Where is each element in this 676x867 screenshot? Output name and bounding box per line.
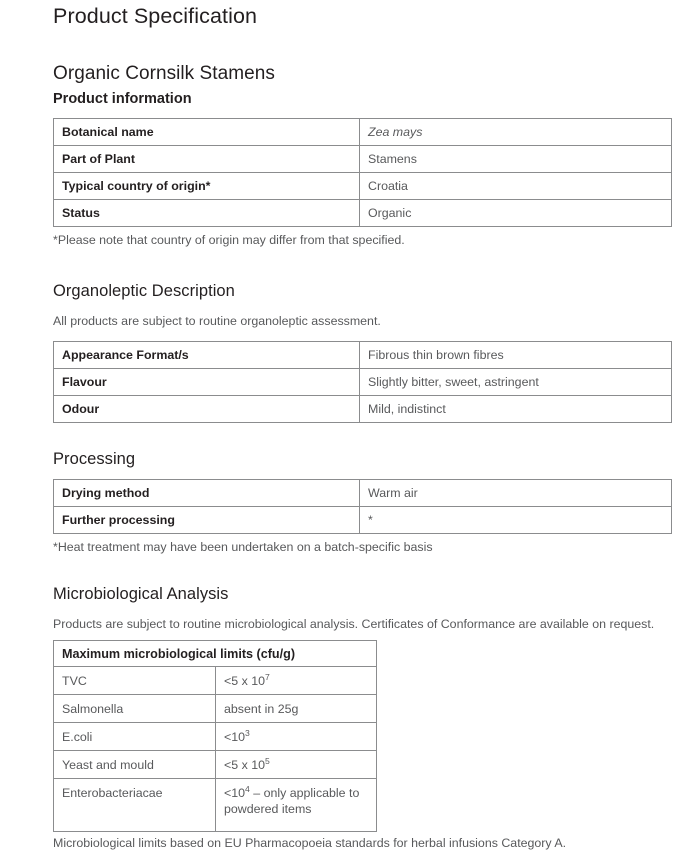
product-information-table bbox=[53, 118, 672, 227]
table-row bbox=[54, 506, 672, 533]
value-base: <5 x 10 bbox=[224, 757, 265, 772]
table-row bbox=[54, 368, 672, 395]
table-row bbox=[54, 695, 377, 723]
table-row bbox=[54, 173, 672, 200]
row-label: Typical country of origin* bbox=[54, 173, 360, 200]
table-row bbox=[54, 751, 377, 779]
row-value: * bbox=[360, 506, 672, 533]
row-label: Status bbox=[54, 200, 360, 227]
row-label: Yeast and mould bbox=[54, 751, 216, 779]
row-label: Drying method bbox=[54, 479, 360, 506]
page-title: Product Specification bbox=[53, 4, 258, 28]
row-value: Warm air bbox=[360, 479, 672, 506]
table-row bbox=[54, 341, 672, 368]
table-row bbox=[54, 119, 672, 146]
row-label: Enterobacteriacae bbox=[54, 779, 216, 832]
value-base: <10 bbox=[224, 729, 246, 744]
microbiological-footnote: Microbiological limits based on EU Pharmacopoeia standards for herbal infusions Category A. bbox=[53, 836, 567, 850]
table-row bbox=[54, 395, 672, 422]
organoleptic-heading: Organoleptic Description bbox=[53, 282, 235, 300]
product-information-heading: Product information bbox=[53, 91, 192, 107]
row-value bbox=[216, 723, 377, 751]
row-label: TVC bbox=[54, 667, 216, 695]
value-tail: – only applicable to powdered items bbox=[224, 786, 360, 816]
row-value bbox=[216, 695, 377, 723]
product-name-heading: Organic Cornsilk Stamens bbox=[53, 63, 275, 84]
organoleptic-table bbox=[53, 341, 672, 423]
value-base: <10 bbox=[224, 786, 246, 800]
organoleptic-intro: All products are subject to routine organoleptic assessment. bbox=[53, 314, 381, 328]
value-exponent: 3 bbox=[245, 727, 250, 738]
value-base: <5 x 10 bbox=[224, 673, 265, 688]
row-value bbox=[216, 751, 377, 779]
row-label: Flavour bbox=[54, 368, 360, 395]
row-value bbox=[216, 779, 377, 832]
row-label: Botanical name bbox=[54, 119, 360, 146]
product-information-footnote: *Please note that country of origin may differ from that specified. bbox=[53, 233, 405, 247]
row-value: Stamens bbox=[360, 146, 672, 173]
row-label: Odour bbox=[54, 395, 360, 422]
value-exponent: 5 bbox=[265, 755, 270, 766]
row-value: Fibrous thin brown fibres bbox=[360, 341, 672, 368]
processing-table bbox=[53, 479, 672, 534]
table-row bbox=[54, 146, 672, 173]
row-value: Croatia bbox=[360, 173, 672, 200]
row-label: Part of Plant bbox=[54, 146, 360, 173]
table-header-row bbox=[54, 641, 377, 667]
row-label: Further processing bbox=[54, 506, 360, 533]
row-value bbox=[216, 667, 377, 695]
table-row bbox=[54, 723, 377, 751]
value-exponent: 7 bbox=[265, 671, 270, 682]
processing-heading: Processing bbox=[53, 449, 136, 468]
processing-footnote: *Heat treatment may have been undertaken on a batch-specific basis bbox=[53, 539, 433, 554]
row-value: Organic bbox=[360, 200, 672, 227]
table-row bbox=[54, 479, 672, 506]
row-label: Salmonella bbox=[54, 695, 216, 723]
microbiological-intro: Products are subject to routine microbiological analysis. Certificates of Conformance are available on request. bbox=[53, 616, 655, 631]
row-label: Appearance Format/s bbox=[54, 341, 360, 368]
table-row bbox=[54, 200, 672, 227]
row-value bbox=[360, 119, 672, 146]
row-label: E.coli bbox=[54, 723, 216, 751]
value-exponent: 4 bbox=[245, 783, 250, 794]
botanical-name-value: Zea mays bbox=[368, 125, 423, 139]
microbiological-table-header: Maximum microbiological limits (cfu/g) bbox=[54, 641, 377, 667]
row-value: Mild, indistinct bbox=[360, 395, 672, 422]
microbiological-table bbox=[53, 640, 377, 832]
row-value: Slightly bitter, sweet, astringent bbox=[360, 368, 672, 395]
table-row bbox=[54, 667, 377, 695]
table-row bbox=[54, 779, 377, 832]
microbiological-heading: Microbiological Analysis bbox=[53, 584, 229, 603]
value-base: absent in 25g bbox=[224, 701, 299, 716]
